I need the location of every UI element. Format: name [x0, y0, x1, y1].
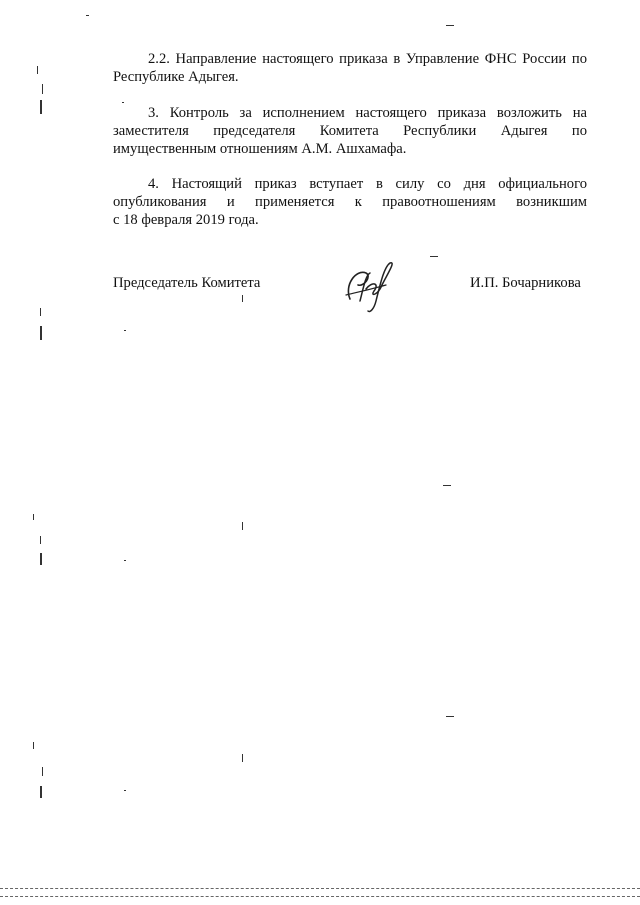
paragraph-2-2-line-2: Республике Адыгея.	[113, 69, 239, 85]
scan-mark	[37, 66, 38, 74]
scan-mark	[33, 514, 34, 520]
paragraph-2-2	[113, 50, 587, 86]
scan-mark	[40, 308, 41, 316]
scan-mark	[124, 330, 126, 331]
paragraph-4	[113, 175, 587, 229]
scan-mark	[446, 716, 454, 717]
scan-mark	[42, 767, 43, 776]
paragraph-3-line-3: имущественным отношениям А.М. Ашхамафа.	[113, 141, 407, 157]
paragraph-3-line-1: 3. Контроль за исполнением настоящего приказа возложить на	[148, 105, 587, 121]
scan-mark	[40, 536, 41, 544]
scan-mark	[40, 553, 42, 565]
scan-mark	[124, 790, 126, 791]
scan-mark	[443, 485, 451, 486]
scan-mark	[40, 100, 42, 114]
scan-edge-line	[0, 888, 640, 889]
signatory-name: И.П. Бочарникова	[470, 275, 581, 291]
scan-mark	[446, 25, 454, 26]
scan-mark	[122, 102, 124, 103]
scan-mark	[33, 742, 34, 749]
scan-mark	[42, 84, 43, 94]
scan-mark	[86, 15, 89, 16]
paragraph-3	[113, 104, 587, 158]
paragraph-3-line-2: заместителя председателя Комитета Республики Адыгея по	[113, 123, 587, 139]
handwritten-signature	[336, 255, 400, 317]
scan-mark	[242, 754, 243, 762]
paragraph-4-line-3: с 18 февраля 2019 года.	[113, 212, 259, 228]
scan-mark	[430, 256, 438, 257]
scan-mark	[124, 560, 126, 561]
scan-mark	[40, 786, 42, 798]
paragraph-4-line-1: 4. Настоящий приказ вступает в силу со дня официального	[148, 176, 587, 192]
paragraph-4-line-2: опубликования и применяется к правоотношениям возникшим	[113, 194, 587, 210]
scan-mark	[40, 326, 42, 340]
scan-mark	[242, 295, 243, 302]
signatory-position: Председатель Комитета	[113, 275, 261, 291]
scan-edge-line	[0, 896, 640, 897]
paragraph-2-2-line-1: 2.2. Направление настоящего приказа в Управление ФНС России по	[148, 51, 587, 67]
scan-mark	[242, 522, 243, 530]
